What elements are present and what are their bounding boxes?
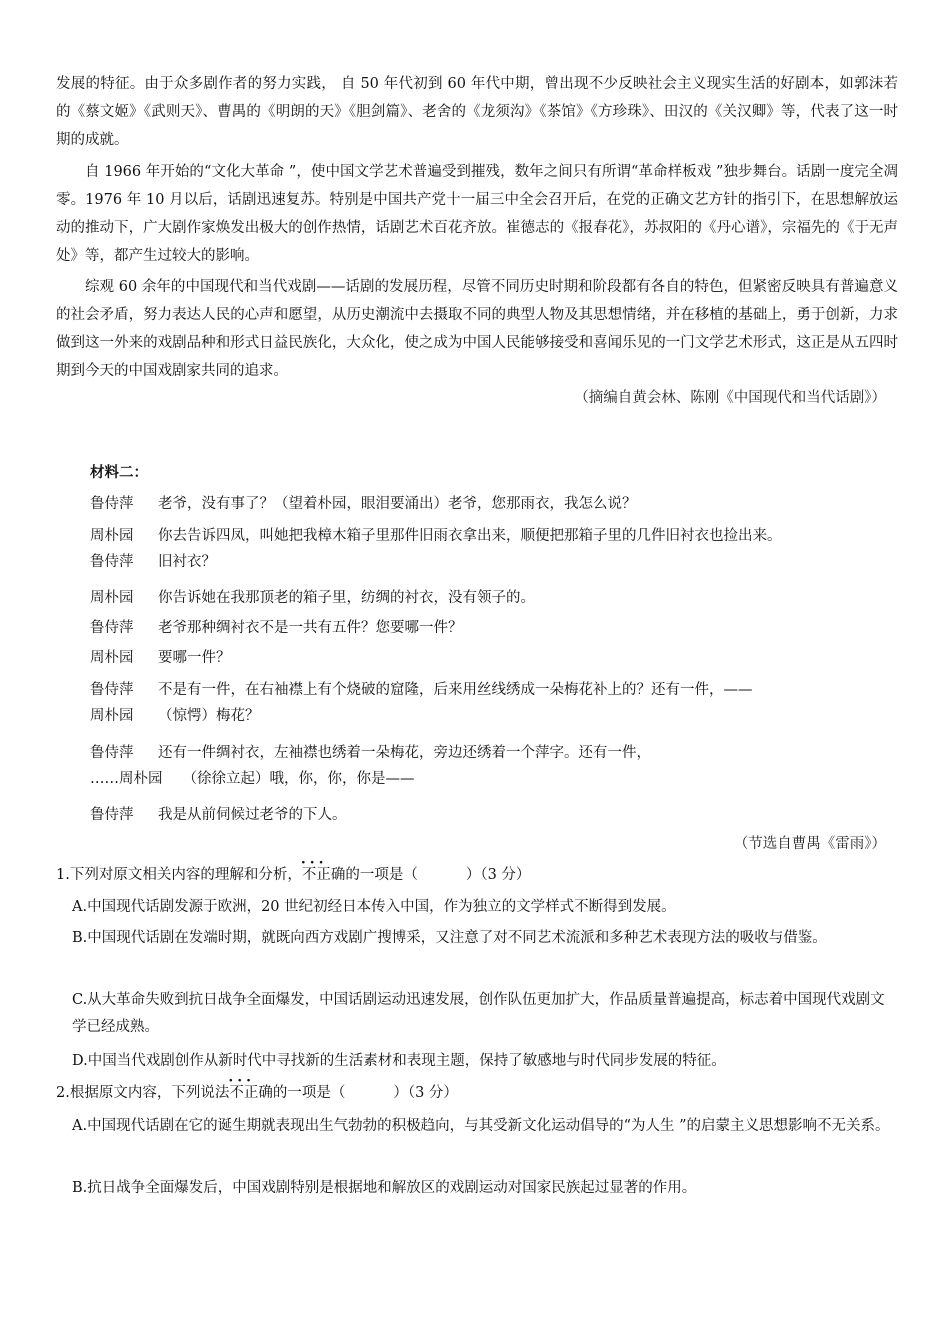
speaker-name: 周朴园 [90, 650, 134, 666]
dialogue-text: 老爷那种绸衬衣不是一共有五件？您要哪一件？ [158, 620, 463, 636]
speaker-name: 鲁侍萍 [90, 682, 134, 698]
dialogue-text: 我是从前伺候过老爷的下人。 [158, 807, 347, 823]
question-1-option-c: C.从大革命失败到抗日战争全面爆发，中国话剧运动迅速发展，创作队伍更加扩大，作品质量普遍提高，标志着中国现代戏剧文学已经成熟。 [72, 992, 885, 1035]
dialogue-line [90, 586, 535, 607]
emphasis-mark: ··· 不正确 [229, 1085, 273, 1101]
dialogue-text: 你告诉她在我那顶老的箱子里，纺绸的衬衣，没有领子的。 [158, 590, 535, 606]
speaker-name: 鲁侍萍 [90, 554, 134, 570]
question-1-option-b: B.中国现代话剧在发端时期，就既向西方戏剧广搜博采，又注意了对不同艺术流派和多种艺术表现方法的吸收与借鉴。 [72, 930, 827, 946]
material-two-heading: 材料二： [90, 465, 148, 481]
dialogue-text: 旧衬衣？ [158, 554, 216, 570]
dialogue-text: （徐徐立起）哦，你，你，你是—— [182, 771, 415, 787]
dialogue-line [90, 678, 753, 699]
dialogue-text: 老爷，没有事了？（望着朴园，眼泪要涌出）老爷，您那雨衣，我怎么说？ [158, 496, 637, 512]
dialogue-line [90, 616, 463, 637]
dialogue-text: （惊愕）梅花？ [158, 708, 260, 724]
speaker-name: 周朴园 [90, 590, 134, 606]
question-1-option-a: A.中国现代话剧发源于欧洲，20 世纪初经日本传入中国，作为独立的文学样式不断得到发展。 [72, 899, 676, 915]
dialogue-text: 不是有一件，在右袖襟上有个烧破的窟隆，后来用丝线绣成一朵梅花补上的？还有一件，—— [158, 682, 753, 698]
speaker-name: 鲁侍萍 [90, 807, 134, 823]
question-2-stem: 2.根据原文内容，下列说法··· 不正确的一项是（ ）（3 分） [56, 1081, 458, 1102]
dialogue-line [90, 524, 782, 545]
passage-paragraph-2: 自 1966 年开始的“文化大革命 ”，使中国文学艺术普遍受到摧残，数年之间只有所谓“革命样板戏 ”独步舞台。话剧一度完全凋零。1976 年 10 月以后，话剧迅速复苏。特别是中国共产党十一届三中全会召开后，在党的正确文艺方针的指引下，在思想解放运动的推动下，广大剧作家焕发出极大的创作热情，话剧艺术百花齐放。崔德志的《报春花》，苏叔阳的《丹心谱》，宗福先的《于无声处》等，都产生过较大的影响。 [56, 164, 898, 264]
speaker-name: 鲁侍萍 [90, 620, 134, 636]
speaker-name: ……周朴园 [90, 771, 163, 787]
speaker-name: 鲁侍萍 [90, 496, 134, 512]
emphasis-mark: ··· 不正确 [302, 867, 346, 883]
dialogue-line [90, 492, 637, 513]
passage-source: （摘编自黄会林、陈刚《中国现代和当代话剧》） [574, 390, 886, 406]
passage-paragraph-3: 综观 60 余年的中国现代和当代戏剧——话剧的发展历程，尽管不同历史时期和阶段都有各自的特色，但紧密反映具有普遍意义的社会矛盾，努力表达人民的心声和愿望，从历史潮流中去摄取不同的典型人物及其思想情绪，并在移植的基础上，勇于创新，力求做到这一外来的戏剧品种和形式日益民族化，大众化，使之成为中国人民能够接受和喜闻乐见的一门文学艺术形式，这正是从五四时期到今天的中国戏剧家共同的追求。 [56, 279, 898, 379]
dialogue-line [90, 767, 415, 788]
speaker-name: 鲁侍萍 [90, 745, 134, 761]
dialogue-line [90, 803, 347, 824]
material-two-source: （节选自曹禺《雷雨》） [733, 836, 886, 852]
passage-paragraph-1: 发展的特征。由于众多剧作者的努力实践， 自 50 年代初到 60 年代中期，曾出现不少反映社会主义现实生活的好剧本，如郭沫若的《蔡文姬》《武则天》、曹禺的《明朗的天》《胆剑篇》、老舍的《龙须沟》《茶馆》《方珍珠》、田汉的《关汉卿》等，代表了这一时期的成就。 [56, 76, 898, 148]
dialogue-line [90, 741, 651, 762]
dialogue-text: 你去告诉四凤，叫她把我樟木箱子里那件旧雨衣拿出来，顺便把那箱子里的几件旧衬衣也捡出来。 [158, 528, 782, 544]
question-2-option-b: B.抗日战争全面爆发后，中国戏剧特别是根据地和解放区的戏剧运动对国家民族起过显著的作用。 [72, 1180, 697, 1196]
speaker-name: 周朴园 [90, 708, 134, 724]
dialogue-text: 要哪一件？ [158, 650, 231, 666]
dialogue-line [90, 550, 216, 571]
dialogue-line [90, 646, 231, 667]
question-1-stem: 1.下列对原文相关内容的理解和分析，··· 不正确的一项是（ ）（3 分） [56, 863, 530, 884]
dialogue-text: 还有一件绸衬衣，左袖襟也绣着一朵梅花，旁边还绣着一个萍字。还有一件， [158, 745, 651, 761]
dialogue-line [90, 704, 260, 725]
question-1-option-d: D.中国当代戏剧创作从新时代中寻找新的生活素材和表现主题，保持了敏感地与时代同步发展的特征。 [72, 1053, 726, 1069]
question-2-option-a: A.中国现代话剧在它的诞生期就表现出生气勃勃的积极趋向，与其受新文化运动倡导的“为人生 ”的启蒙主义思想影响不无关系。 [72, 1118, 890, 1134]
speaker-name: 周朴园 [90, 528, 134, 544]
